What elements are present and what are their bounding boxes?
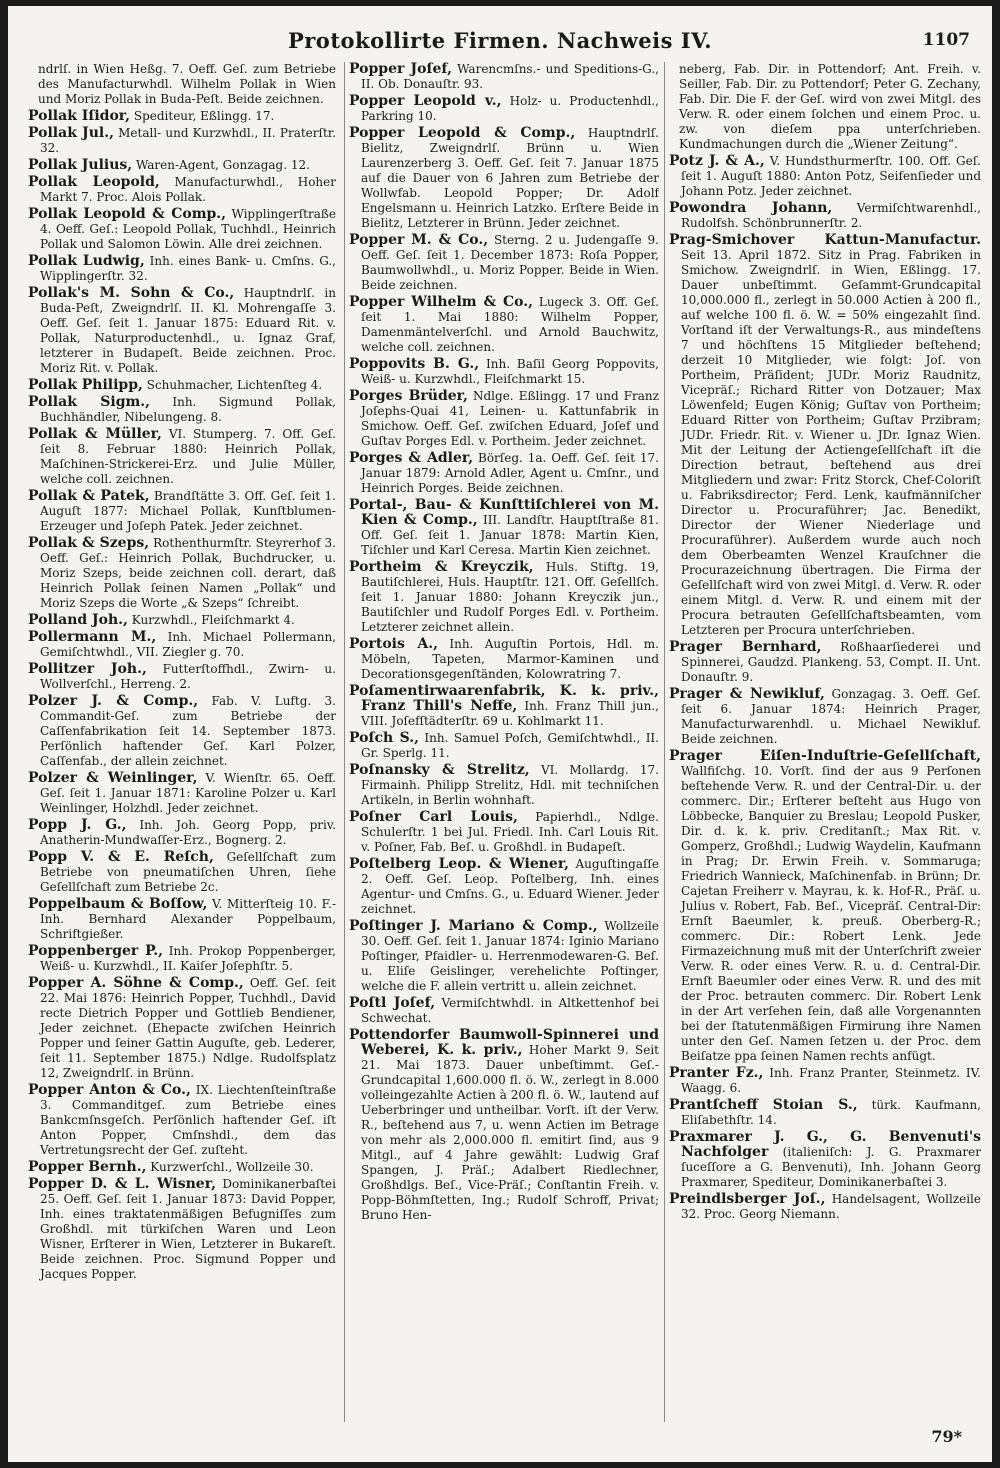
entry-text: V. Hundsthurmerſtr. 100. Off. Geſ. ſeit 1. Auguſt 1880: Anton Potz, Seifenſieder und Johann Potz. Jeder zeichnet.	[681, 154, 981, 198]
firm-name: Pollak's M. Sohn & Co.,	[28, 285, 235, 301]
directory-entry	[349, 810, 659, 855]
firm-name: Popper Leopold v.,	[349, 93, 502, 109]
directory-entry	[349, 295, 659, 355]
firm-name: Prager & Newikluf,	[669, 686, 825, 702]
directory-entry	[669, 154, 981, 199]
directory-entry	[349, 560, 659, 635]
directory-entry	[28, 207, 336, 252]
firm-name: Pollak Iſidor,	[28, 108, 131, 124]
firm-name: Powondra Johann,	[669, 200, 833, 216]
directory-entry	[669, 201, 981, 231]
directory-entry	[669, 62, 981, 152]
firm-name: Poppovits B. G.,	[349, 356, 480, 372]
entry-text: Rothenthurmſtr. Steyrerhof 3. Oeff. Geſ.: Heinrich Pollak, Buchdrucker, u. Moriz Szeps, beide zeichnen coll. derart, daß Heinrich Pollak ſeinen Namen „Pollak“ und Moriz Szeps die Worte „& Szeps“ ſchreibt.	[40, 536, 336, 610]
entry-text: V. Wienſtr. 65. Oeff. Geſ. ſeit 1. Januar 1871: Karoline Polzer u. Karl Weinlinger, Holzhdl. Jeder zeichnet.	[40, 771, 336, 815]
directory-entry	[669, 749, 981, 1064]
firm-name: Poſamentirwaarenfabrik, K. k. priv., Franz Thill's Neffe,	[349, 683, 659, 714]
directory-entry	[28, 62, 336, 107]
entry-text: Kurzwhdl., Fleiſchmarkt 4.	[131, 613, 295, 627]
directory-entry	[669, 1130, 981, 1190]
directory-entry	[28, 694, 336, 769]
directory-entry	[28, 175, 336, 205]
firm-name: Pollak Leopold & Comp.,	[28, 206, 227, 222]
directory-entry	[349, 126, 659, 231]
firm-name: Pollak Jul.,	[28, 125, 114, 141]
entry-text: IX. Liechtenſteinſtraße 3. Commanditgeſ. zum Betriebe eines Bankcmſnsgeſch. Perſönlich haftender Geſ. iſt Anton Popper, Cmſnshdl., dem das Vertretungsrecht der Geſ. zuſteht.	[40, 1083, 336, 1157]
entry-text: Inh. Joh. Georg Popp, priv. Anatherin-Mundwaſſer-Erz., Bognerg. 2.	[40, 818, 336, 847]
firm-name: Portal-, Bau- & Kunſttiſchlerei von M. Kien & Comp.,	[349, 497, 659, 528]
firm-name: Pollak Philipp,	[28, 377, 143, 393]
directory-entry	[349, 996, 659, 1026]
firm-name: Polzer & Weinlinger,	[28, 770, 198, 786]
entry-text: Inh. Franz Thill jun., VIII. Joſefſtädterſtr. 69 u. Kohlmarkt 11.	[361, 699, 659, 728]
firm-name: Praxmarer J. G., G. Benvenuti's Nachfolger	[669, 1129, 981, 1160]
directory-entry	[349, 389, 659, 449]
firm-name: Poſtinger J. Mariano & Comp.,	[349, 918, 598, 934]
directory-entry	[28, 976, 336, 1081]
column-1	[28, 62, 336, 1422]
firm-name: Polland Joh.,	[28, 612, 128, 628]
entry-text: Wallfiſchg. 10. Vorſt. ſind der aus 9 Perſonen beſtehende Verw. R. und der Central-Dir. u. der commerc. Dir.; Erſterer beſteht aus Hugo von Löbbecke, Banquier zu Breslau; Leopold Pusker, Dir. d. k. k. priv. Creditanſt.; Max Rit. v. Gomperz, Großhdl.; Ludwig Waydelin, Kaufmann in Prag; Dr. Erwin Freih. v. Sommaruga; Friedrich Wannieck, Maſchinenfab. in Brünn; Dr. Cajetan Freiherr v. Mayrau, k. k. Hof-R., Präſ. u. Julius v. Robert, Fab. Beſ., Vicepräſ. Central-Dir: Ernſt Baeumler, k. preuß. Oberberg-R.; commerc. Dir.: Robert Lenk. Jede Firmazeichnung muß mit der Unterſchrift zweier Verw. R. oder eines Verw. R. u. d. Central-Dir. Ernſt Baeumler oder eines Verw. R. und des mit der Proc. betrauten commerc. Dir. Robert Lenk in der Art verſehen ſein, daß alle Vorgenannten bei der ſtatutenmäßigen Firmirung ihre Namen unter den Geſ. Namen ſetzen u. der Proc. dem Beiſatze ppa ſeinen Namen rechts anfügt.	[681, 764, 981, 1063]
entry-text: Börſeg. 1a. Oeff. Geſ. ſeit 17. Januar 1879: Arnold Adler, Agent u. Cmſnr., und Heinrich Porges. Beide zeichnen.	[361, 451, 659, 495]
directory-entry	[28, 489, 336, 534]
entry-text: Futterſtoffhdl., Zwirn- u. Wollverſchl., Herreng. 2.	[40, 662, 336, 691]
firm-name: Prager Bernhard,	[669, 639, 822, 655]
entry-text: (italieniſch: J. G. Praxmarer ſuceſſore a G. Benvenuti), Inh. Johann Georg Praxmarer, Spediteur, Dominikanerbaſtei 3.	[681, 1145, 981, 1189]
directory-entry	[669, 1066, 981, 1096]
entry-text: Roßhaarſiederei und Spinnerei, Gaudzd. Plankeng. 53, Compt. II. Unt. Donauſtr. 9.	[681, 640, 981, 684]
directory-entry	[349, 451, 659, 496]
entry-text: Ndlge. Eßlingg. 17 und Franz Joſephs-Quai 41, Leinen- u. Kattunfabrik in Smichow. Oeff. Geſ. zwiſchen Eduard, Joſef und Guſtav Porges Edl. v. Portheim. Jeder zeichnet.	[361, 389, 659, 448]
firm-name: Poſtl Joſef,	[349, 995, 436, 1011]
directory-entry	[28, 850, 336, 895]
firm-name: Prag-Smichover Kattun-Manufactur.	[669, 232, 981, 248]
entry-text: Inh. Michael Pollermann, Gemiſchtwhdl., VII. Ziegler g. 70.	[40, 630, 336, 659]
directory-entry	[349, 1028, 659, 1223]
entry-text: Papierhdl., Ndlge. Schulerſtr. 1 bei Jul. Friedl. Inh. Carl Louis Rit. v. Poſner, Fab. Beſ. u. Großhdl. in Budapeſt.	[361, 810, 659, 854]
directory-entry	[669, 1098, 981, 1128]
firm-name: Popper A. Söhne & Comp.,	[28, 975, 244, 991]
firm-name: Poppelbaum & Boſſow,	[28, 896, 208, 912]
entry-text: neberg, Fab. Dir. in Pottendorf; Ant. Freih. v. Seiller, Fab. Dir. zu Pottendorf; Peter G. Zechany, Fab. Dir. Die F. der Geſ. wird von zwei Mitgl. des Verw. R. oder einem ſolchen und einem Proc. u. zw. von dieſem ppa unterſchrieben. Kundmachungen durch die „Wiener Zeitung“.	[679, 62, 981, 151]
firm-name: Poſnansky & Strelitz,	[349, 762, 530, 778]
firm-name: Poſch S.,	[349, 730, 420, 746]
entry-text: Holz- u. Productenhdl., Parkring 10.	[361, 94, 659, 123]
firm-name: Pollak & Szeps,	[28, 535, 150, 551]
entry-text: VI. Stumperg. 7. Off. Geſ. ſeit 8. Februar 1880: Heinrich Pollak, Maſchinen-Strickerei-Erz. und Julie Müller, welche coll. zeichnen.	[40, 427, 336, 486]
firm-name: Pollak Ludwig,	[28, 253, 145, 269]
directory-entry	[28, 286, 336, 376]
directory-entry	[349, 357, 659, 387]
firm-name: Popper D. & L. Wisner,	[28, 1176, 216, 1192]
entry-text: ndrlſ. in Wien Heßg. 7. Oeff. Geſ. zum Betriebe des Manufacturwhdl. Wilhelm Pollak in Wien und Moriz Pollak in Buda-Peſt. Beide zeichnen.	[38, 62, 336, 106]
entry-text: Sterng. 2 u. Judengaſſe 9. Oeff. Geſ. ſeit 1. December 1873: Roſa Popper, Baumwollwhdl., u. Moriz Popper. Beide in Wien. Beide zeichnen.	[361, 233, 659, 292]
firm-name: Prager Eiſen-Induſtrie-Geſellſchaft,	[669, 748, 981, 764]
directory-entry	[349, 731, 659, 761]
entry-text: Geſellſchaft zum Betriebe von pneumatiſchen Uhren, ſiehe Geſellſchaft zum Betriebe 2c.	[40, 850, 336, 894]
firm-name: Pollak Julius,	[28, 157, 133, 173]
entry-text: Brandſtätte 3. Off. Geſ. ſeit 1. Auguſt 1877: Michael Pollak, Kunſtblumen-Erzeuger und Joſeph Patek. Jeder zeichnet.	[40, 489, 336, 533]
firm-name: Popp V. & E. Reſch,	[28, 849, 214, 865]
entry-text: Schuhmacher, Lichtenſteg 4.	[146, 378, 323, 392]
directory-entry	[28, 395, 336, 425]
entry-text: Wollzeile 30. Oeff. Geſ. ſeit 1. Januar 1874: Iginio Mariano Poſtinger, Pfaidler- u. Herrenmodewaren-G. Beſ. u. Eliſe Geislinger, verehelichte Poſtinger, welche die F. allein vertritt u. allein zeichnet.	[361, 919, 659, 993]
firm-name: Pottendorfer Baumwoll-Spinnerei und Weberei, K. k. priv.,	[349, 1027, 659, 1058]
entry-text: Spediteur, Eßlingg. 17.	[133, 109, 275, 123]
firm-name: Poppenberger P.,	[28, 943, 164, 959]
entry-text: Fab. V. Luftg. 3. Commandit-Geſ. zum Betriebe der Caſſenfabrikation ſeit 14. September 1873. Perſönlich haftender Geſ. Karl Polzer, Caſſenfab., der allein zeichnet.	[40, 694, 336, 768]
entry-text: Seit 13. April 1872. Sitz in Prag. Fabriken in Smichow. Zweigndrlſ. in Wien, Eßlingg. 17. Dauer unbeſtimmt. Geſammt-Grundcapital 10,000.000 fl., zerlegt in 50.000 Actien à 200 fl., auf welche 100 fl. ö. W. = 50% eingezahlt ſind. Vorſtand iſt der Verwaltungs-R., aus mindeſtens 7 und höchſtens 15 Mitglieder beſtehend; derzeit 10 Mitglieder, wie folgt: Joſ. von Portheim, Präſident; JUDr. Moriz Raudnitz, Vicepräſ.; Richard Ritter von Dotzauer; Max Löwenfeld; Eugen König; Guſtav von Portheim; Eduard Ritter von Portheim; Guſtav Przibram; JUDr. Friedr. Rit. v. Wiener u. JDr. Ignaz Wien. Mit der Leitung der Actiengeſellſchaft iſt die Direction betraut, beſtehend aus drei Mitgliedern und zwar: Fritz Storck, Chef-Coloriſt u. Fabriksdirector; Ferd. Lenk, kaufmänniſcher Director u. Procuraführer; Jac. Benedikt, Director der Wiener Niederlage und Procuraführer). Außerdem wurde auch noch dem Oberbeamten Wenzel Krauſchner die Procurazeichnung übertragen. Die Firma der Geſellſchaft wird von zwei Mitgl. d. Verw. R. oder einem Mitgl. d. Verw. R. und einem mit der Procura betrauten Geſellſchaftsbeamten, vom Letzteren per Procura unterſchrieben.	[681, 248, 981, 637]
directory-page	[8, 6, 992, 1462]
column-3	[664, 62, 981, 1422]
directory-entry	[28, 158, 336, 173]
entry-text: Warencmſns.- und Speditions-G., II. Ob. Donauſtr. 93.	[361, 62, 659, 91]
entry-text: Inh. Samuel Poſch, Gemiſchtwhdl., II. Gr. Sperlg. 11.	[361, 731, 659, 760]
directory-entry	[349, 857, 659, 917]
directory-entry	[669, 640, 981, 685]
entry-text: III. Landſtr. Hauptſtraße 81. Off. Geſ. ſeit 1. Januar 1878: Martin Kien, Tiſchler und Karl Ceresa. Martin Kien zeichnet.	[361, 513, 659, 557]
directory-entry	[28, 427, 336, 487]
entry-text: Vermiſchtwhdl. in Altkettenhof bei Schwechat.	[361, 996, 659, 1025]
directory-entry	[28, 126, 336, 156]
entry-text: Inh. Baſil Georg Poppovits, Weiß- u. Kurzwhdl., Fleiſchmarkt 15.	[361, 357, 659, 386]
firm-name: Popper M. & Co.,	[349, 232, 489, 248]
entry-text: Manufacturwhdl., Hoher Markt 7. Proc. Alois Pollak.	[40, 175, 336, 204]
entry-text: Hoher Markt 9. Seit 21. Mai 1873. Dauer unbeſtimmt. Geſ.-Grundcapital 1,600.000 fl. ö. W., zerlegt in 8.000 volleingezahlte Actien à 200 fl. ö. W., lautend auf Ueberbringer und untheilbar. Vorſt. iſt der Verw. R., beſtehend aus 7, u. wenn Actien im Betrage von mehr als 2,000.000 fl. emitirt ſind, aus 9 Mitgl., auf 4 Jahre gewählt: Ludwig Graf Spangen, J. Präſ.; Adalbert Riedlechner, Großhdlgs. Beſ., Vice-Präſ.; Conſtantin Freih. v. Popp-Böhmſtetten, Ing.; Rudolf Schroff, Privat; Bruno Hen-	[361, 1043, 659, 1222]
entry-text: Inh. Franz Pranter, Steinmetz. IV. Waagg. 6.	[681, 1066, 981, 1095]
entry-text: Hauptndrlſ. Bielitz, Zweigndrlſ. Brünn u. Wien Laurenzerberg 3. Oeff. Geſ. ſeit 7. Januar 1875 auf die Dauer von 6 Jahren zum Betriebe der Wollwfab. Leopold Popper; Dr. Adolf Engelsmann u. Heinrich Latzko. Erſtere Beide in Bielitz, Letzterer in Brünn. Jeder zeichnet.	[361, 126, 659, 230]
firm-name: Polzer J. & Comp.,	[28, 693, 199, 709]
entry-text: V. Mitterſteig 10. F.-Inh. Bernhard Alexander Poppelbaum, Schriftgießer.	[40, 897, 336, 941]
firm-name: Pollak Sigm.,	[28, 394, 151, 410]
directory-entry	[28, 1177, 336, 1282]
entry-text: Auguſtingaſſe 2. Oeff. Geſ. Leop. Poſtelberg, Inh. eines Agentur- und Cmſns. G., u. Eduard Wiener. Jeder zeichnet.	[361, 857, 659, 916]
firm-name: Portois A.,	[349, 636, 438, 652]
firm-name: Poſtelberg Leop. & Wiener,	[349, 856, 570, 872]
directory-entry	[349, 763, 659, 808]
firm-name: Pollak & Müller,	[28, 426, 162, 442]
entry-text: Inh. Sigmund Pollak, Buchhändler, Nibelungeng. 8.	[40, 395, 336, 424]
firm-name: Pollermann M.,	[28, 629, 157, 645]
entry-text: VI. Mollardg. 17. Firmainh. Philipp Strelitz, Hdl. mit techniſchen Artikeln, in Berlin wohnhaft.	[361, 763, 659, 807]
directory-entry	[28, 818, 336, 848]
entry-text: Gonzagag. 3. Oeff. Geſ. ſeit 6. Januar 1874: Heinrich Prager, Manufacturwarenhdl. u. Michael Newikluf. Beide zeichnen.	[681, 687, 981, 746]
directory-entry	[349, 637, 659, 682]
firm-name: Pollak Leopold,	[28, 174, 160, 190]
running-head: Protokollirte Firmen. Nachweis IV.	[287, 28, 713, 53]
firm-name: Porges & Adler,	[349, 450, 474, 466]
entry-text: Kurzwerſchl., Wollzeile 30.	[150, 1160, 314, 1174]
directory-entry	[349, 919, 659, 994]
firm-name: Prantſcheff Stoian S.,	[669, 1097, 858, 1113]
directory-entry	[28, 536, 336, 611]
directory-entry	[28, 613, 336, 628]
directory-entry	[28, 254, 336, 284]
entry-text: Handelsagent, Wollzeile 32. Proc. Georg Niemann.	[681, 1192, 981, 1221]
entry-text: Vermiſchtwarenhdl., Rudolfsh. Schönbrunnerſtr. 2.	[681, 201, 981, 230]
entry-text: Inh. Auguſtin Portois, Hdl. m. Möbeln, Tapeten, Marmor-Kaminen und Decorationsgegenſtänden, Kolowratring 7.	[361, 637, 659, 681]
firm-name: Popper Anton & Co.,	[28, 1082, 191, 1098]
directory-entry	[28, 1083, 336, 1158]
directory-entry	[669, 1192, 981, 1222]
firm-name: Poſner Carl Louis,	[349, 809, 518, 825]
firm-name: Popper Joſef,	[349, 62, 453, 77]
directory-entry	[349, 233, 659, 293]
entry-text: Oeff. Geſ. ſeit 22. Mai 1876: Heinrich Popper, Tuchhdl., David recte Dietrich Popper und Gottlieb Bendiener, Jeder zeichnet. (Ehepacte zwiſchen Heinrich Popper und ſeiner Gattin Auguſte, geb. Lederer, ſeit 11. September 1875.) Ndlge. Rudolfsplatz 12, Zweigndrlſ. in Brünn.	[40, 976, 336, 1080]
firm-name: Porges Brüder,	[349, 388, 468, 404]
entry-text: Lugeck 3. Off. Geſ. ſeit 1. Mai 1880: Wilhelm Popper, Damenmäntelverſchl. und Arnold Bauchwitz, welche coll. zeichnen.	[361, 295, 659, 354]
entry-text: Dominikanerbaſtei 25. Oeff. Geſ. ſeit 1. Januar 1873: David Popper, Inh. eines traktatenmäßigen Befugniſſes zum Großhdl. mit türkiſchen Waren und Leon Wisner, Erſterer in Wien, Letzterer in Bukareſt. Beide zeichnen. Proc. Sigmund Popper und Jacques Popper.	[40, 1177, 336, 1281]
page-number: 1107	[922, 30, 970, 50]
entry-text: türk. Kaufmann, Eliſabethſtr. 14.	[681, 1098, 981, 1127]
directory-entry	[349, 498, 659, 558]
column-2	[344, 62, 659, 1422]
directory-entry	[28, 662, 336, 692]
directory-entry	[28, 897, 336, 942]
firm-name: Preindlsberger Joſ.,	[669, 1191, 826, 1207]
directory-entry	[349, 62, 659, 92]
firm-name: Pollak & Patek,	[28, 488, 150, 504]
entry-text: Wipplingerſtraße 4. Oeff. Geſ.: Leopold Pollak, Tuchhdl., Heinrich Pollak und Salomon Löwin. Alle drei zeichnen.	[40, 207, 336, 251]
firm-name: Pollitzer Joh.,	[28, 661, 147, 677]
directory-entry	[28, 944, 336, 974]
firm-name: Pranter Fz.,	[669, 1065, 764, 1081]
entry-text: Inh. eines Bank- u. Cmſns. G., Wipplingerſtr. 32.	[40, 254, 336, 283]
directory-entry	[349, 94, 659, 124]
firm-name: Popper Leopold & Comp.,	[349, 125, 576, 141]
firm-name: Popper Wilhelm & Co.,	[349, 294, 533, 310]
directory-entry	[28, 771, 336, 816]
directory-entry	[28, 1160, 336, 1175]
entry-text: Metall- und Kurzwhdl., II. Praterſtr. 32.	[40, 126, 336, 155]
entry-text: Huls. Stiftg. 19, Bautiſchlerei, Huls. Hauptſtr. 121. Off. Geſellſch. ſeit 1. Januar 1880: Johann Kreyczik jun., Bautiſchler und Rudolf Porges Edl. v. Portheim. Letzterer zeichnet allein.	[361, 560, 659, 634]
directory-entry	[28, 630, 336, 660]
directory-entry	[669, 687, 981, 747]
entry-text: Inh. Prokop Poppenberger, Weiß- u. Kurzwhdl., II. Kaiſer Joſephſtr. 5.	[40, 944, 336, 973]
signature-mark: 79*	[931, 1427, 962, 1446]
directory-entry	[28, 378, 336, 393]
firm-name: Potz J. & A.,	[669, 153, 765, 169]
directory-entry	[28, 109, 336, 124]
firm-name: Portheim & Kreyczik,	[349, 559, 534, 575]
firm-name: Popp J. G.,	[28, 817, 127, 833]
entry-text: Hauptndrlſ. in Buda-Peſt, Zweigndrlſ. II. Kl. Mohrengaſſe 3. Oeff. Geſ. ſeit 1. Januar 1875: Eduard Rit. v. Pollak, Naturproductenhdl., u. Ignaz Graf, letzterer in Budapeſt. Beide zeichnen. Proc. Moriz Rit. v. Pollak.	[40, 286, 336, 375]
directory-entry	[669, 233, 981, 638]
directory-entry	[349, 684, 659, 729]
firm-name: Popper Bernh.,	[28, 1159, 147, 1175]
entry-text: Waren-Agent, Gonzagag. 12.	[135, 158, 310, 172]
